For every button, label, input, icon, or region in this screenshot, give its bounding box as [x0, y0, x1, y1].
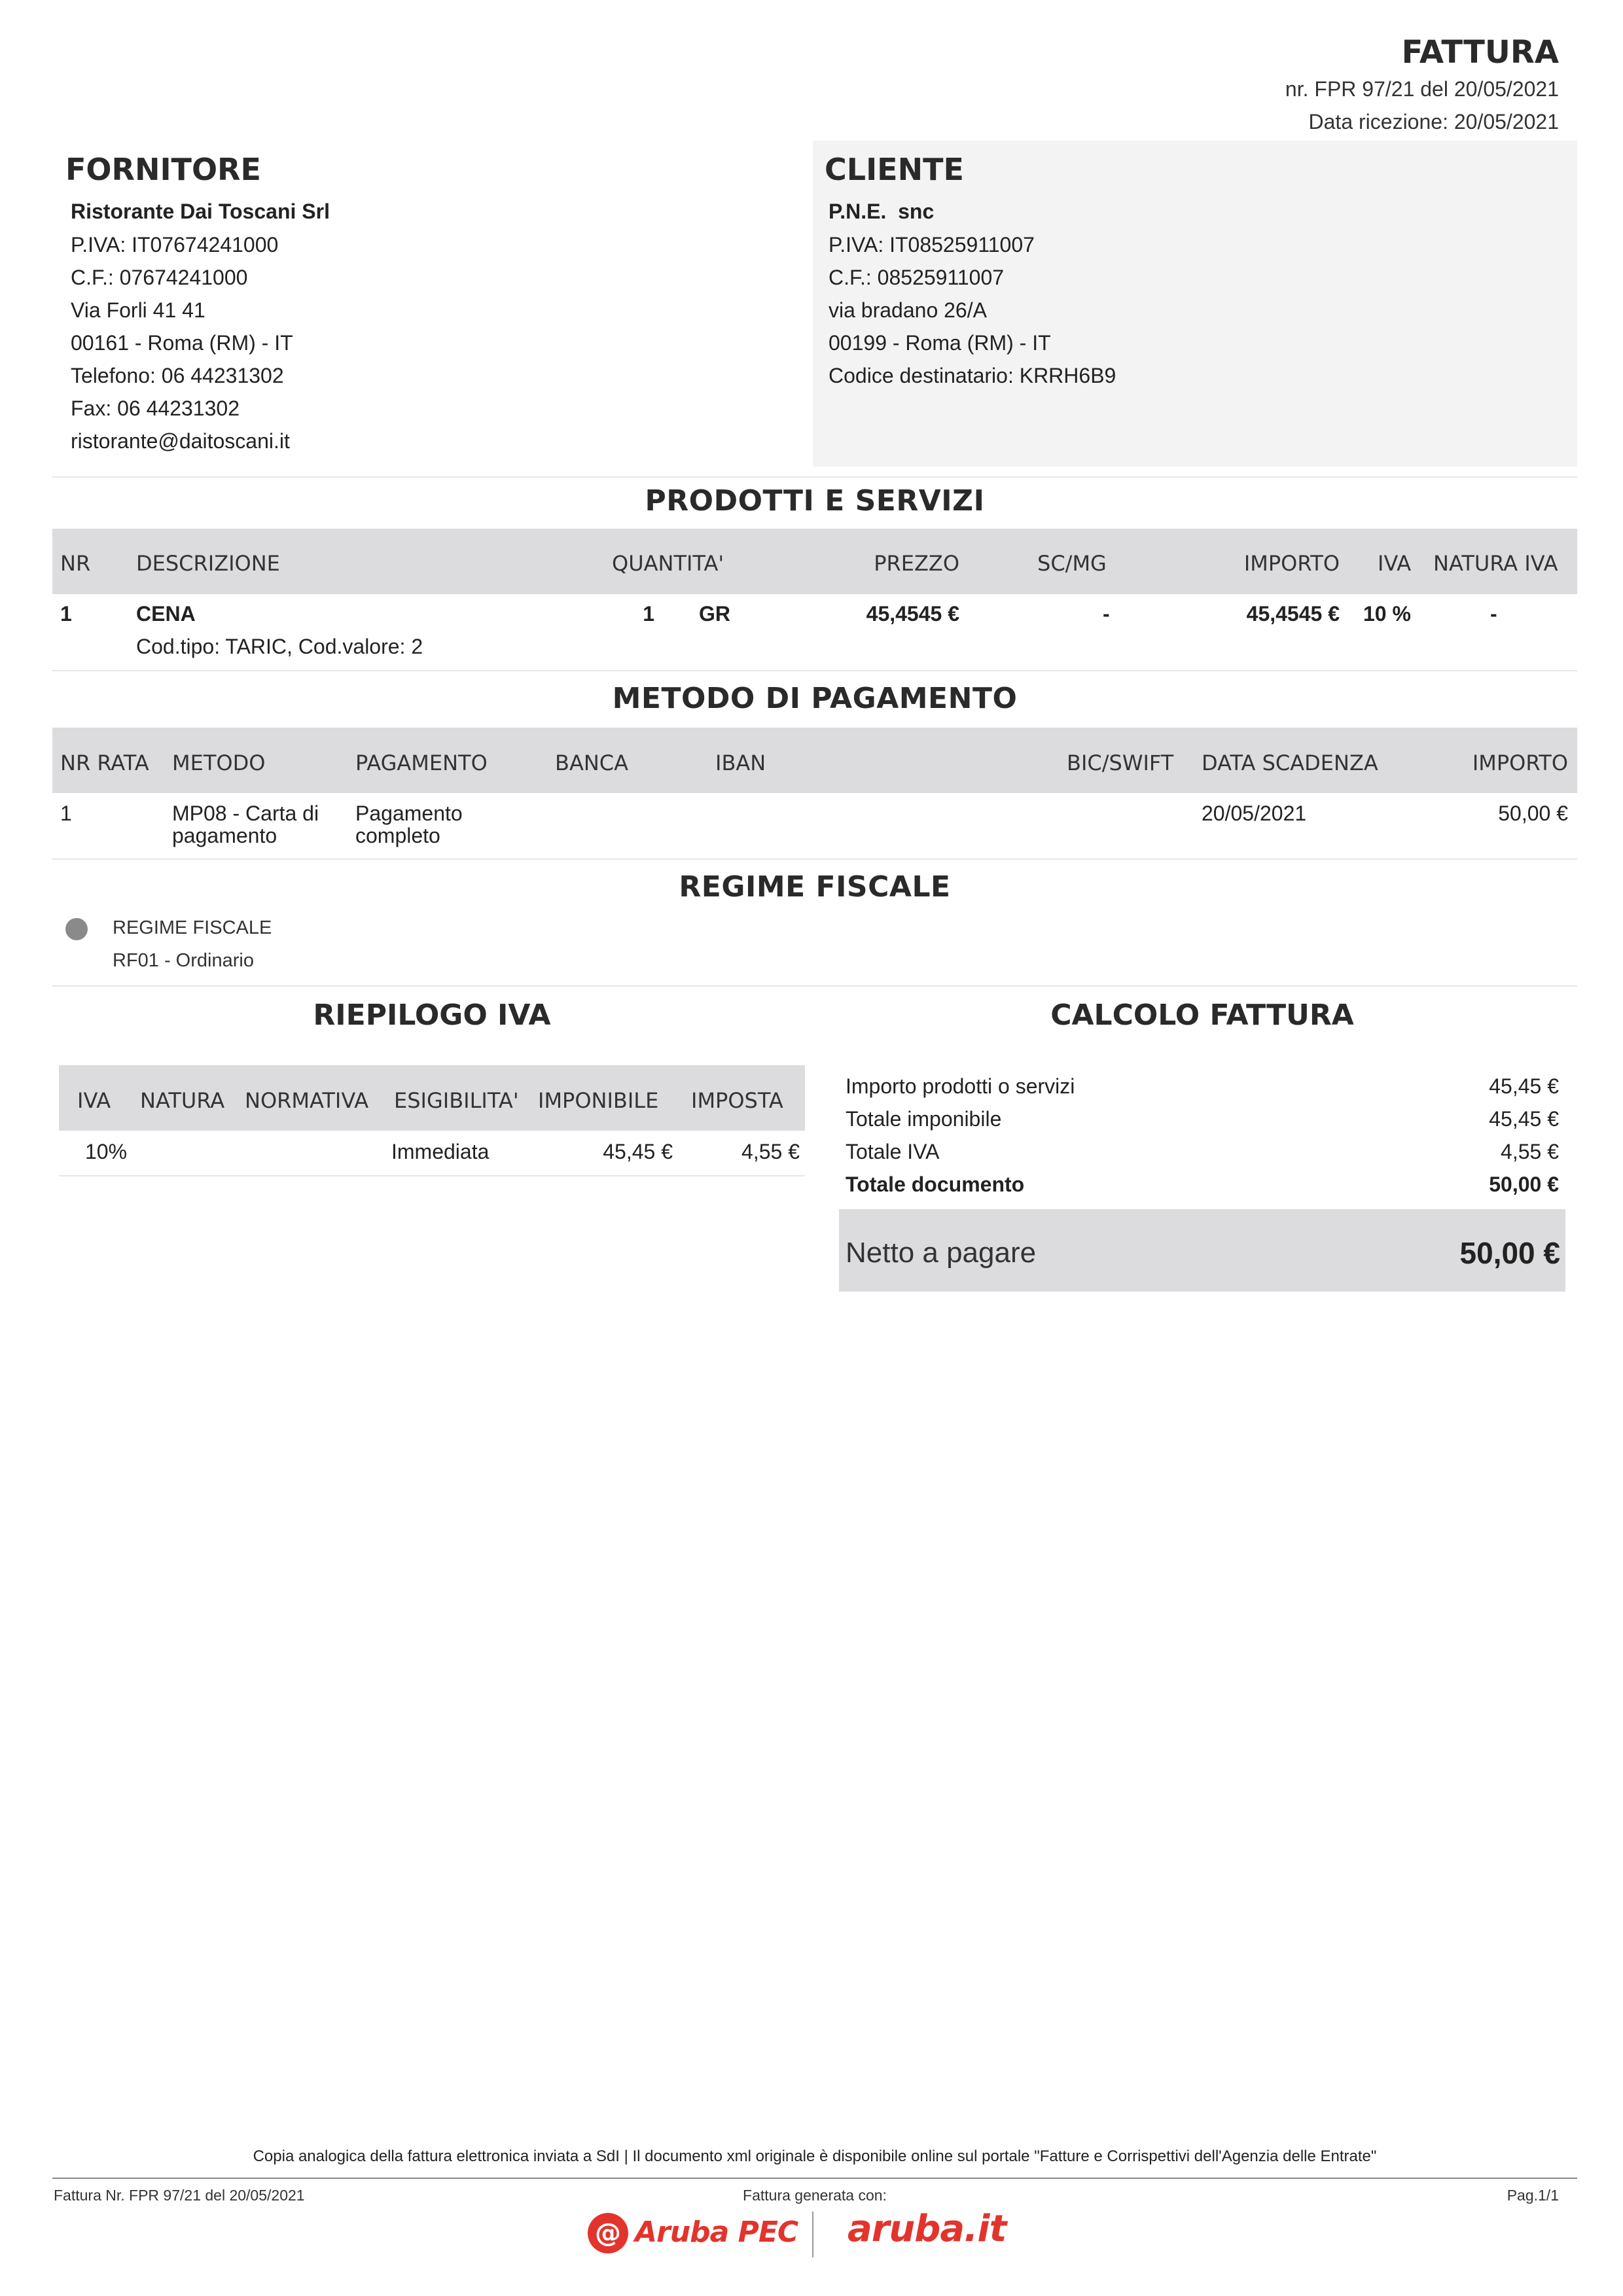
aruba-pec-logo-text: Aruba PEC	[635, 2216, 798, 2249]
col-header-prezzo: PREZZO	[874, 551, 959, 576]
col-header-bic-swift: BIC/SWIFT	[1067, 751, 1174, 775]
payment-row-due-date: 20/05/2021	[1202, 802, 1307, 825]
payment-row-payment-line2: completo	[355, 824, 440, 847]
col-header-pagamento: PAGAMENTO	[355, 751, 488, 775]
aruba-pec-logo	[588, 2210, 798, 2256]
col-header-importo: IMPORTO	[1243, 551, 1340, 576]
regime-label: REGIME FISCALE	[113, 917, 272, 938]
client-block	[813, 141, 1577, 467]
payment-title: METODO DI PAGAMENTO	[612, 682, 1018, 715]
col-header-importo: IMPORTO	[1472, 751, 1568, 775]
divider	[52, 858, 1577, 860]
footer-divider	[52, 2178, 1577, 2179]
row-iva: 10 %	[1363, 602, 1411, 626]
calc-label-importo: Importo prodotti o servizi	[846, 1074, 1075, 1098]
col-header-nr: NR	[60, 551, 91, 576]
supplier-heading: FORNITORE	[65, 152, 261, 187]
divider	[52, 670, 1577, 671]
products-header-bar	[52, 529, 1577, 594]
invoice-title: FATTURA	[1401, 34, 1559, 71]
client-code: Codice destinatario: KRRH6B9	[829, 364, 1116, 387]
aruba-it-logo: aruba.it	[847, 2208, 1007, 2250]
supplier-address: Via Forli 41 41	[71, 298, 205, 322]
supplier-city: 00161 - Roma (RM) - IT	[71, 331, 293, 355]
client-city: 00199 - Roma (RM) - IT	[829, 331, 1051, 355]
col-header-iva: IVA	[1378, 551, 1412, 576]
col-header-normativa: NORMATIVA	[245, 1088, 369, 1113]
divider	[52, 985, 1577, 987]
row-description: CENA	[136, 602, 196, 626]
footer-page-number: Pag.1/1	[1507, 2187, 1559, 2204]
supplier-cf: C.F.: 07674241000	[71, 266, 248, 289]
supplier-name: Ristorante Dai Toscani Srl	[71, 200, 330, 223]
col-header-natura: NATURA	[140, 1088, 225, 1113]
regime-value: RF01 - Ordinario	[113, 950, 254, 971]
row-natura: -	[1490, 602, 1497, 626]
footer-invoice-ref: Fattura Nr. FPR 97/21 del 20/05/2021	[54, 2187, 305, 2204]
invoice-received-date: Data ricezione: 20/05/2021	[1308, 110, 1559, 133]
supplier-phone: Telefono: 06 44231302	[71, 364, 284, 387]
row-discount: -	[1103, 602, 1110, 626]
row-price: 45,4545 €	[866, 602, 959, 626]
logo-separator	[812, 2212, 813, 2257]
payment-row-payment-line1: Pagamento	[355, 802, 463, 825]
row-quantity: 1	[643, 602, 654, 626]
vat-summary-title: RIEPILOGO IVA	[313, 998, 551, 1032]
col-header-iva: IVA	[77, 1088, 111, 1113]
bullet-dot-icon	[65, 918, 88, 940]
client-piva: P.IVA: IT08525911007	[829, 233, 1035, 256]
col-header-descrizione: DESCRIZIONE	[136, 551, 280, 576]
divider	[59, 1175, 805, 1176]
payment-row-method-line1: MP08 - Carta di	[172, 802, 319, 825]
col-header-iban: IBAN	[715, 751, 766, 775]
vat-row-esigibilita: Immediata	[391, 1140, 490, 1163]
col-header-quantita: QUANTITA'	[612, 551, 724, 576]
aruba-seal-icon: @	[588, 2213, 628, 2253]
vat-row-imponibile: 45,45 €	[603, 1140, 673, 1163]
products-title: PRODOTTI E SERVIZI	[645, 484, 985, 518]
net-payable-box	[839, 1209, 1565, 1292]
client-heading: CLIENTE	[825, 152, 964, 187]
invoice-number: nr. FPR 97/21 del 20/05/2021	[1285, 77, 1559, 101]
col-header-data-scadenza: DATA SCADENZA	[1202, 751, 1378, 775]
regime-title: REGIME FISCALE	[679, 870, 951, 904]
col-header-esigibilita: ESIGIBILITA'	[394, 1088, 519, 1113]
row-unit: GR	[699, 602, 730, 626]
footer-generated-with: Fattura generata con:	[743, 2187, 887, 2204]
calc-value-totale: 50,00 €	[1489, 1173, 1559, 1196]
payment-row-amount: 50,00 €	[1498, 802, 1568, 825]
vat-row-imposta: 4,55 €	[741, 1140, 800, 1163]
col-header-banca: BANCA	[555, 751, 629, 775]
supplier-email: ristorante@daitoscani.it	[71, 429, 290, 453]
calc-label-totale: Totale documento	[846, 1173, 1025, 1196]
calc-label-iva: Totale IVA	[846, 1140, 940, 1163]
col-header-imponibile: IMPONIBILE	[538, 1088, 659, 1113]
calc-label-imponibile: Totale imponibile	[846, 1107, 1002, 1131]
supplier-piva: P.IVA: IT07674241000	[71, 233, 279, 256]
col-header-natura-iva: NATURA IVA	[1433, 551, 1558, 576]
row-amount: 45,4545 €	[1246, 602, 1340, 626]
footer-notice: Copia analogica della fattura elettronica inviata a SdI | Il documento xml originale è disponibile online sul portale "Fatture e Corrispettivi dell'Agenzia delle Entrate"	[253, 2147, 1377, 2165]
calc-value-iva: 4,55 €	[1501, 1140, 1559, 1163]
net-payable-value: 50,00 €	[1459, 1236, 1560, 1270]
col-header-imposta: IMPOSTA	[691, 1088, 783, 1113]
calc-title: CALCOLO FATTURA	[1050, 998, 1354, 1032]
calc-value-imponibile: 45,45 €	[1489, 1107, 1559, 1131]
col-header-nr-rata: NR RATA	[60, 751, 149, 775]
row-description-sub: Cod.tipo: TARIC, Cod.valore: 2	[136, 635, 423, 658]
col-header-metodo: METODO	[172, 751, 266, 775]
client-name: P.N.E. snc	[829, 200, 935, 223]
vat-row-iva: 10%	[85, 1140, 128, 1163]
supplier-fax: Fax: 06 44231302	[71, 397, 240, 420]
calc-value-importo: 45,45 €	[1489, 1074, 1559, 1098]
payment-row-method-line2: pagamento	[172, 824, 277, 847]
divider	[52, 476, 1577, 478]
client-cf: C.F.: 08525911007	[829, 266, 1005, 289]
col-header-scmg: SC/MG	[1037, 551, 1107, 576]
client-address: via bradano 26/A	[829, 298, 987, 322]
payment-row-nr: 1	[60, 802, 72, 825]
net-payable-label: Netto a pagare	[846, 1237, 1037, 1269]
row-nr: 1	[60, 602, 72, 626]
